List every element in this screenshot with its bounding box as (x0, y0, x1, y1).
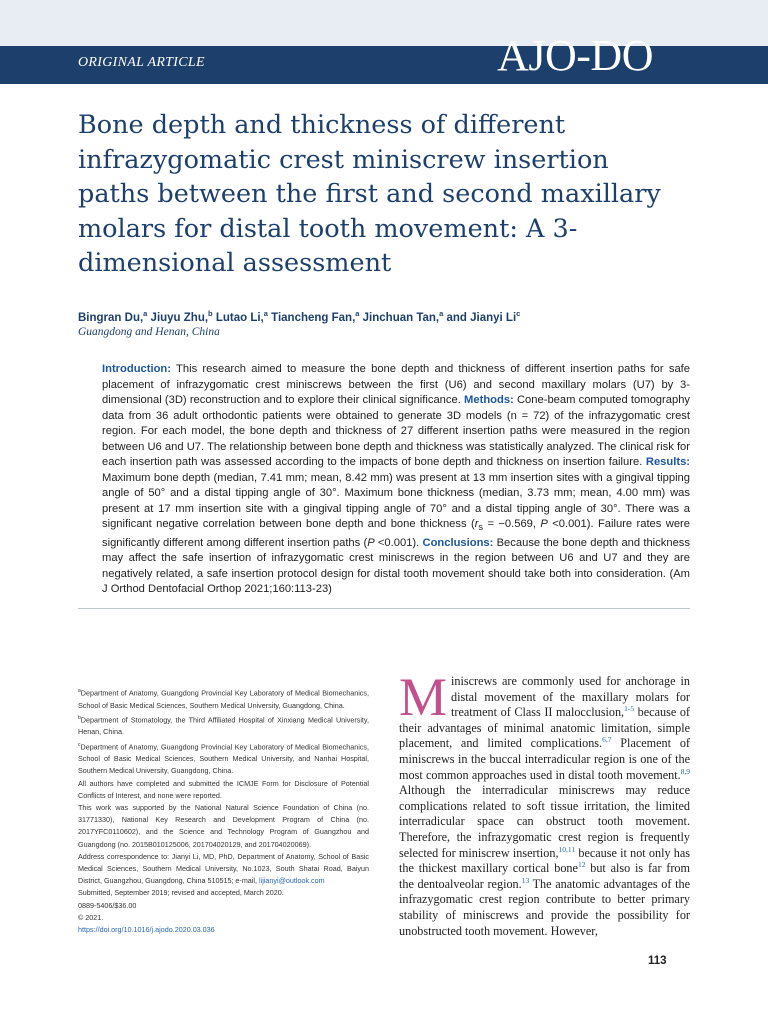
citation-link[interactable]: 12 (577, 860, 586, 870)
correspondence-note: Address correspondence to: Jianyi Li, MD, PhD, Department of Anatomy, School of Basic Medical Sciences, Southern Medical University, No.1023, South Shatai Road, Baiyun District, Guangzhou, Guangdong, China 510515; e-mail, lijianyi@outlook.com (78, 851, 369, 886)
abstract-results-text: Maximum bone depth (median, 7.41 mm; mean, 8.42 mm) was present at 13 mm insertion sites with a gingival tipping angle of 50° and a distal tipping angle of 30°. Maximum bone thickness (median, 3.73 mm; mean, 4.00 mm) was present at 17 mm insertion site with a gingival tipping angle of 70° and a distal tipping angle of 30°. There was a significant negative correlation between bone depth and bone thickness ( (102, 471, 690, 530)
abstract-results-heading: Results: (645, 456, 691, 468)
abstract-divider (78, 608, 690, 609)
article-title: Bone depth and thickness of different infrazygomatic crest miniscrew insertion paths between the first and second maxillary molars for distal tooth movement: A 3-dimensional assessment (78, 110, 661, 278)
affiliation-a: $^a$Department of Anatomy, Guangdong Provincial Key Laboratory of Medical Biomechanics, School of Basic Medical Sciences, Southern Medical University, Guangdong, China. (78, 688, 369, 710)
author-name: Bingran Du, (78, 311, 144, 324)
author-affiliation-mark: a (355, 309, 360, 318)
p-value-symbol: P (540, 518, 548, 530)
section-label: ORIGINAL ARTICLE (78, 55, 205, 70)
body-text: Miniscrews are commonly used for anchorage in distal movement of the maxillary molars for treatment of Class II malocclusion,$^{1-5}$ because of their advantages of minimal anatomic limitation, simple placement, and limited complications.$^{6,7}$ Placement of miniscrews in the buccal interradicular region is one of the most common approaches used in distal tooth movement.$^{8,9}$ Although the interradicular miniscrews may reduce complications related to soft tissue irritation, the limited interradicular space can obstruct tooth movement. Therefore, the infrazygomatic crest region is frequently selected for miniscrew insertion,$^{10,11}$ because it not only has the thickest maxillary cortical bone$^{12}$ but also is far from the dentoalveolar region.$^{13}$ The anatomic advantages of the infrazygomatic crest region contribute to better primary stability of miniscrews and provide the possibility for unobstructed tooth movement. However, (399, 667, 691, 938)
author-affiliation-mark: a (439, 309, 444, 318)
abstract-results-text: <0.001). (374, 536, 420, 549)
author-affiliation-mark: a (143, 309, 148, 318)
abstract-methods-heading: Methods: (464, 394, 514, 406)
abstract-introduction-text: This research aimed to measure the bone depth and thickness of different insertion paths for safe placement of infrazygomatic crest miniscrews between the first (U6) and second maxillary molars (U7) by 3-dimensional (3D) reconstruction and to explore their clinical significance. (102, 363, 691, 406)
abstract (102, 362, 690, 598)
author-name: Jiuyu Zhu, (150, 311, 209, 324)
statistic-subscript: s (478, 522, 484, 533)
citation-link[interactable]: 1-5 (624, 704, 635, 714)
drop-cap: M (399, 667, 448, 727)
disclosure-note: All authors have completed and submitted the ICMJE Form for Disclosure of Potential Conflicts of Interest, and none were reported. (78, 778, 369, 800)
affiliation-b: $^b$Department of Stomatology, the Third Affiliated Hospital of Xinxiang Medical University, Henan, China. (78, 714, 369, 737)
citation-link[interactable]: 13 (521, 875, 530, 885)
affiliation-c: $^c$Department of Anatomy, Guangdong Provincial Key Laboratory of Medical Biomechanics, School of Basic Medical Sciences, Southern Medical University, and Nanhai Hospital, Southern Medical University, Guangdong, China. (78, 741, 369, 776)
abstract-results-text: = −0.569, (483, 518, 541, 530)
author-affiliation-mark: b (208, 309, 213, 318)
email-link[interactable]: lijianyi@outlook.com (259, 876, 325, 886)
author-affiliation-mark: a (263, 309, 268, 318)
journal-logo: AJO-DO (497, 31, 653, 80)
author-name: Tiancheng Fan, (271, 311, 356, 324)
author-name: Jinchuan Tan, (362, 311, 440, 324)
abstract-introduction-heading: Introduction: (102, 363, 171, 375)
author-location: Guangdong and Henan, China (78, 326, 220, 338)
author-list (78, 309, 698, 324)
citation-link[interactable]: 10,11 (558, 844, 576, 854)
abstract-methods-text: Cone-beam computed tomography data from 36 adult orthodontic patients were obtained to generate 3D models (n = 72) of the infrazygomatic crest region. For each model, the bone depth and thickness of 27 different insertion paths were measured in the region between U6 and U7. The relationship between bone depth and thickness was statistically analyzed. The clinical risk for each insertion path was assessed according to the impacts of bone depth and thickness on insertion failure. (102, 394, 691, 468)
author-affiliation-mark: c (516, 309, 521, 318)
author-name: and Jianyi Li (446, 311, 517, 324)
abstract-conclusions-heading: Conclusions: (422, 536, 494, 549)
citation-link[interactable]: 8,9 (680, 766, 690, 776)
page-number: 113 (648, 955, 667, 967)
statistic-symbol: r (474, 518, 479, 530)
footnotes (78, 685, 369, 936)
issn: 0889-5406/$36.00 (78, 900, 137, 910)
p-value-symbol: P (367, 536, 375, 549)
doi-link[interactable]: https://doi.org/10.1016/j.ajodo.2020.03.036 (78, 925, 215, 935)
funding-note: This work was supported by the National Natural Science Foundation of China (no. 31771330), National Key Research and Development Program of China (no. 2017YFC0110602), and the Science and Technology Program of Guangzhou and Guangdong (no. 2015B010125006, 201704020129, and 201704020069). (78, 803, 369, 849)
author-name: Lutao Li, (215, 311, 264, 324)
citation-link[interactable]: 6,7 (602, 735, 612, 745)
submission-dates: Submitted, September 2019; revised and accepted, March 2020. (78, 888, 284, 898)
abstract-conclusions-text: Because the bone depth and thickness may affect the safe insertion of infrazygomatic crest miniscrews in the region between U6 and U7 and they are negatively related, a safe insertion protocol design for distal tooth movement should take both into consideration. (Am J Orthod Dentofacial Orthop 2021;160:113-23) (102, 536, 690, 596)
copyright: © 2021. (78, 912, 104, 922)
abstract-results-text: <0.001). Failure rates were significantly different among different insertion paths ( (102, 518, 690, 549)
